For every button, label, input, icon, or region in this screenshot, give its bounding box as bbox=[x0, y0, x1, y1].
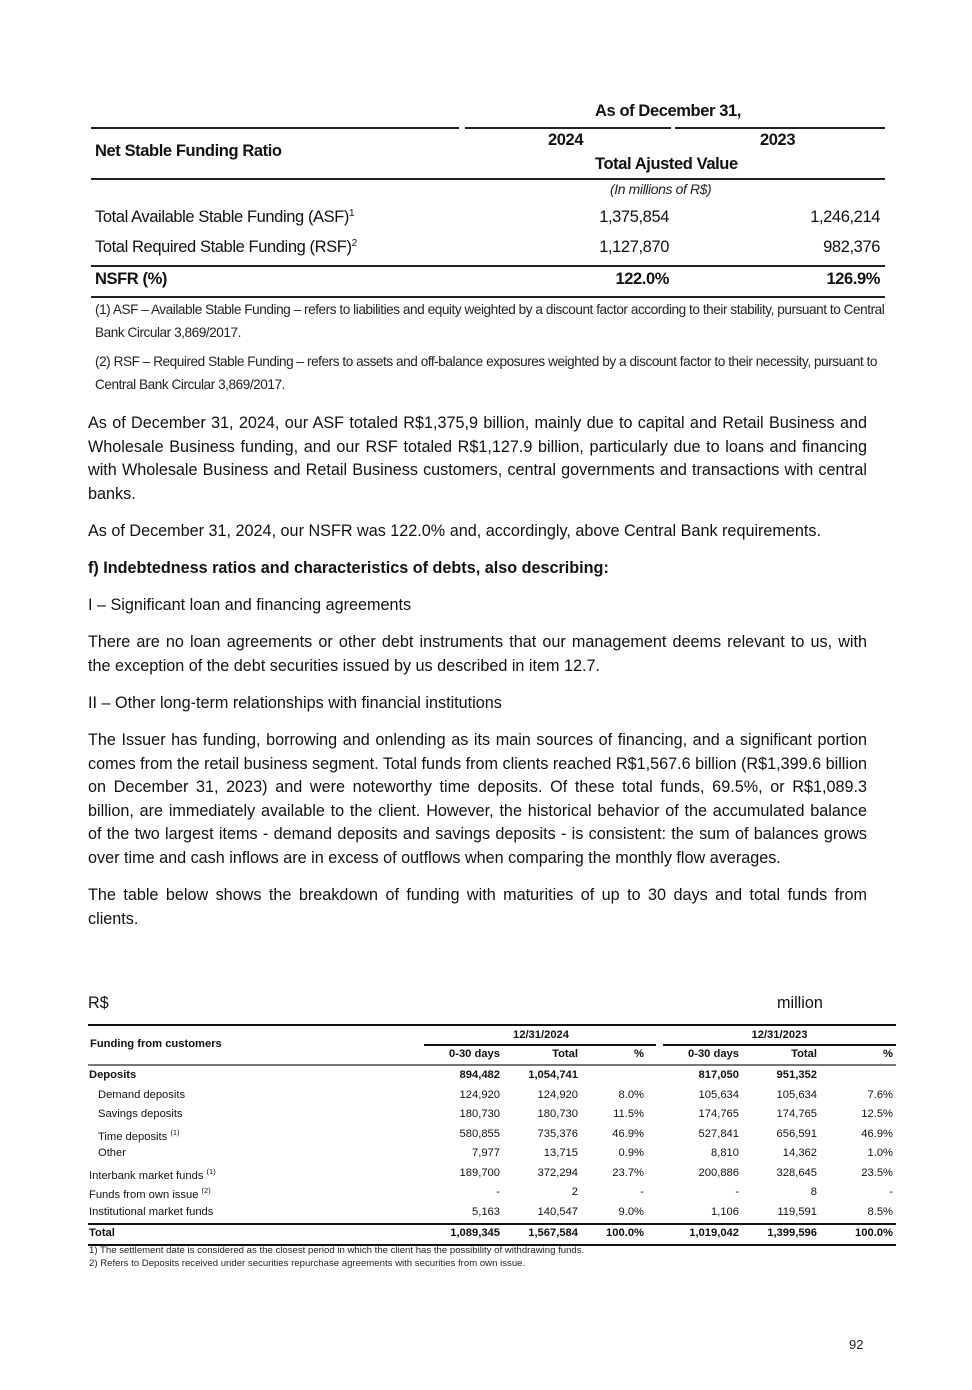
cell-0-30-2024: 1,089,345 bbox=[450, 1227, 500, 1239]
paragraph: The table below shows the breakdown of funding with maturities of up to 30 days and total funds from clients. bbox=[88, 886, 867, 928]
cell-0-30-2023: 817,050 bbox=[698, 1069, 739, 1081]
col-header-pct-2023: % bbox=[883, 1048, 893, 1060]
table-row bbox=[88, 1184, 896, 1204]
period-header-2024: 12/31/2024 bbox=[513, 1029, 569, 1041]
value-header: Total Ajusted Value bbox=[595, 155, 738, 173]
value-2024: 1,127,870 bbox=[599, 238, 669, 256]
table-row bbox=[88, 1145, 896, 1165]
cell-0-30-2023: 527,841 bbox=[698, 1127, 739, 1140]
cell-total-2024: 180,730 bbox=[537, 1108, 578, 1120]
table-row bbox=[88, 1165, 896, 1185]
cell-0-30-2024: - bbox=[496, 1186, 500, 1198]
rule bbox=[91, 178, 885, 180]
row-label: Total Available Stable Funding (ASF)$^1$ bbox=[95, 208, 355, 226]
cell-total-2023: 105,634 bbox=[776, 1088, 817, 1101]
row-label: Deposits bbox=[89, 1069, 137, 1081]
year-2024-header: 2024 bbox=[548, 131, 584, 149]
cell-total-2023: 951,352 bbox=[776, 1069, 817, 1081]
col-header-pct-2024: % bbox=[634, 1048, 644, 1060]
cell-total-2023: 8 bbox=[810, 1186, 817, 1198]
table-row bbox=[88, 1087, 896, 1107]
paragraph: As of December 31, 2024, our NSFR was 122.0% and, accordingly, above Central Bank requirements. bbox=[88, 521, 822, 540]
value-2023: 126.9% bbox=[826, 270, 880, 288]
cell-pct-2024: 9.0% bbox=[618, 1205, 644, 1218]
cell-total-2023: 656,591 bbox=[776, 1127, 817, 1140]
section-heading: f) Indebtedness ratios and characteristics of debts, also describing: bbox=[88, 558, 609, 577]
cell-total-2024: 124,920 bbox=[537, 1088, 578, 1101]
row-label: Savings deposits bbox=[98, 1108, 183, 1120]
subsection-heading: I – Significant loan and financing agreements bbox=[88, 596, 412, 615]
value-2024: 1,375,854 bbox=[599, 208, 669, 226]
cell-total-2024: 372,294 bbox=[537, 1166, 578, 1179]
rule bbox=[424, 1044, 656, 1046]
row-label: Demand deposits bbox=[98, 1088, 186, 1101]
row-label: Institutional market funds bbox=[89, 1205, 214, 1218]
paragraph: The Issuer has funding, borrowing and onlending as its main sources of financing, and a significant portion comes from the retail business segment. Total funds from clients reached R$1,567.6 billion (R$1,399.6 billion on December 31, 2023) and were noteworthy time deposits. Of these total funds, 69.5%, or R$1,089.3 billion, are immediately available to the client. However, the historical behavior of the accumulated balance of the two largest items - demand deposits and savings deposits - is consistent: the sum of balances grows over time and cash inflows are in excess of outflows when comparing the monthly flow averages. bbox=[88, 730, 867, 867]
cell-total-2023: 1,399,596 bbox=[767, 1227, 817, 1239]
cell-pct-2024: 11.5% bbox=[613, 1108, 644, 1120]
row-label: Total Required Stable Funding (RSF)$^2$ bbox=[95, 238, 357, 256]
cell-total-2023: 174,765 bbox=[776, 1108, 817, 1120]
cell-0-30-2023: - bbox=[735, 1186, 739, 1198]
cell-total-2024: 2 bbox=[571, 1186, 578, 1198]
cell-0-30-2024: 189,700 bbox=[459, 1166, 500, 1179]
cell-0-30-2023: 1,106 bbox=[711, 1205, 739, 1218]
cell-0-30-2023: 174,765 bbox=[698, 1108, 739, 1120]
row-label: Funds from own issue $^{(2)}$ bbox=[89, 1186, 211, 1201]
cell-0-30-2023: 105,634 bbox=[698, 1088, 739, 1101]
cell-pct-2023: 7.6% bbox=[867, 1088, 893, 1101]
cell-0-30-2023: 1,019,042 bbox=[689, 1227, 739, 1239]
period-header-2023: 12/31/2023 bbox=[751, 1029, 808, 1041]
row-label: Time deposits $^{(1)}$ bbox=[98, 1127, 180, 1143]
body-text bbox=[88, 412, 867, 945]
unit-label: million bbox=[777, 994, 823, 1012]
cell-total-2023: 328,645 bbox=[776, 1166, 817, 1179]
rule bbox=[91, 127, 459, 129]
cell-total-2024: 13,715 bbox=[543, 1147, 578, 1159]
cell-pct-2024: 23.7% bbox=[612, 1166, 644, 1179]
cell-pct-2023: 1.0% bbox=[867, 1147, 893, 1159]
nsfr-caption: As of December 31, bbox=[595, 102, 741, 120]
cell-pct-2024: 100.0% bbox=[606, 1227, 644, 1239]
cell-pct-2023: 8.5% bbox=[867, 1205, 893, 1218]
table-row bbox=[88, 1106, 896, 1126]
nsfr-footnotes bbox=[95, 298, 885, 402]
row-label: Interbank market funds $^{(1)}$ bbox=[89, 1166, 216, 1182]
cell-total-2024: 1,054,741 bbox=[528, 1069, 578, 1081]
year-2023-header: 2023 bbox=[760, 131, 796, 149]
col-header-0-30-2024: 0-30 days bbox=[449, 1048, 500, 1060]
table-row bbox=[88, 1225, 896, 1245]
cell-pct-2024: - bbox=[640, 1186, 644, 1198]
cell-0-30-2024: 180,730 bbox=[459, 1108, 500, 1120]
cell-pct-2023: 100.0% bbox=[855, 1227, 893, 1239]
cell-pct-2024: 8.0% bbox=[618, 1088, 644, 1101]
nsfr-row-asf bbox=[91, 208, 885, 232]
cell-0-30-2024: 7,977 bbox=[472, 1147, 500, 1159]
cell-pct-2023: 23.5% bbox=[861, 1166, 893, 1179]
cell-0-30-2023: 200,886 bbox=[698, 1166, 739, 1179]
cell-pct-2024: 0.9% bbox=[618, 1147, 644, 1159]
cell-total-2023: 119,591 bbox=[777, 1205, 817, 1218]
footnote: 1) The settlement date is considered as the closest period in which the client has the possibility of withdrawing funds. bbox=[89, 1245, 585, 1256]
col-header-total-2023: Total bbox=[791, 1048, 817, 1060]
cell-pct-2023: 12.5% bbox=[861, 1108, 893, 1120]
nsfr-title: Net Stable Funding Ratio bbox=[95, 142, 282, 160]
rule bbox=[663, 1044, 896, 1046]
row-label: Other bbox=[98, 1147, 126, 1159]
value-2023: 1,246,214 bbox=[810, 208, 880, 226]
footnote: 2) Refers to Deposits received under securities repurchase agreements with securities from own issue. bbox=[89, 1258, 526, 1269]
paragraph: There are no loan agreements or other debt instruments that our management deems relevant to us, with the exception of the debt securities issued by us described in item 12.7. bbox=[88, 633, 867, 675]
cell-0-30-2024: 124,920 bbox=[459, 1088, 500, 1101]
cell-0-30-2024: 894,482 bbox=[459, 1069, 500, 1081]
subsection-heading: II – Other long-term relationships with financial institutions bbox=[88, 693, 502, 712]
page-number: 92 bbox=[849, 1337, 864, 1352]
footnote: (1) ASF – Available Stable Funding – refers to liabilities and equity weighted by a discount factor according to their stability, pursuant to Central Bank Circular 3,869/2017. bbox=[95, 302, 885, 340]
cell-total-2024: 1,567,584 bbox=[528, 1227, 578, 1239]
rule bbox=[88, 1024, 896, 1026]
cell-total-2024: 735,376 bbox=[537, 1127, 578, 1140]
rule bbox=[88, 1223, 896, 1225]
paragraph: As of December 31, 2024, our ASF totaled R$1,375,9 billion, mainly due to capital and Retail Business and Wholesale Business funding, and our RSF totaled R$1,127.9 billion, particularly due to loans and financing with Wholesale Business and Retail Business customers, central governments and transactions with central banks. bbox=[88, 414, 867, 503]
row-label: Total bbox=[89, 1227, 115, 1239]
table-row bbox=[88, 1126, 896, 1146]
cell-0-30-2024: 580,855 bbox=[459, 1127, 500, 1140]
currency-label: R$ bbox=[88, 994, 109, 1012]
col-header-total-2024: Total bbox=[552, 1048, 578, 1060]
nsfr-row-ratio bbox=[91, 270, 885, 294]
cell-total-2023: 14,362 bbox=[782, 1147, 817, 1159]
cell-0-30-2023: 8,810 bbox=[711, 1147, 739, 1159]
nsfr-row-rsf bbox=[91, 238, 885, 262]
rule bbox=[465, 127, 671, 129]
funding-title: Funding from customers bbox=[90, 1038, 222, 1050]
value-2023: 982,376 bbox=[823, 238, 880, 256]
table-row bbox=[88, 1204, 896, 1224]
cell-0-30-2024: 5,163 bbox=[472, 1205, 500, 1218]
rule bbox=[675, 127, 885, 129]
col-header-0-30-2023: 0-30 days bbox=[688, 1048, 739, 1060]
cell-total-2024: 140,547 bbox=[537, 1205, 578, 1218]
cell-pct-2023: 46.9% bbox=[861, 1127, 893, 1140]
rule bbox=[88, 1064, 896, 1066]
rule bbox=[91, 265, 885, 267]
cell-pct-2024: 46.9% bbox=[612, 1127, 644, 1140]
funding-footnotes bbox=[89, 1244, 584, 1270]
footnote: (2) RSF – Required Stable Funding – refers to assets and off-balance exposures weighted by a discount factor to their necessity, pursuant to Central Bank Circular 3,869/2017. bbox=[95, 354, 878, 392]
unit-label: (In millions of R$) bbox=[610, 181, 712, 197]
cell-pct-2023: - bbox=[889, 1186, 893, 1198]
value-2024: 122.0% bbox=[615, 270, 669, 288]
row-label: NSFR (%) bbox=[95, 270, 167, 288]
table-row bbox=[88, 1067, 896, 1087]
